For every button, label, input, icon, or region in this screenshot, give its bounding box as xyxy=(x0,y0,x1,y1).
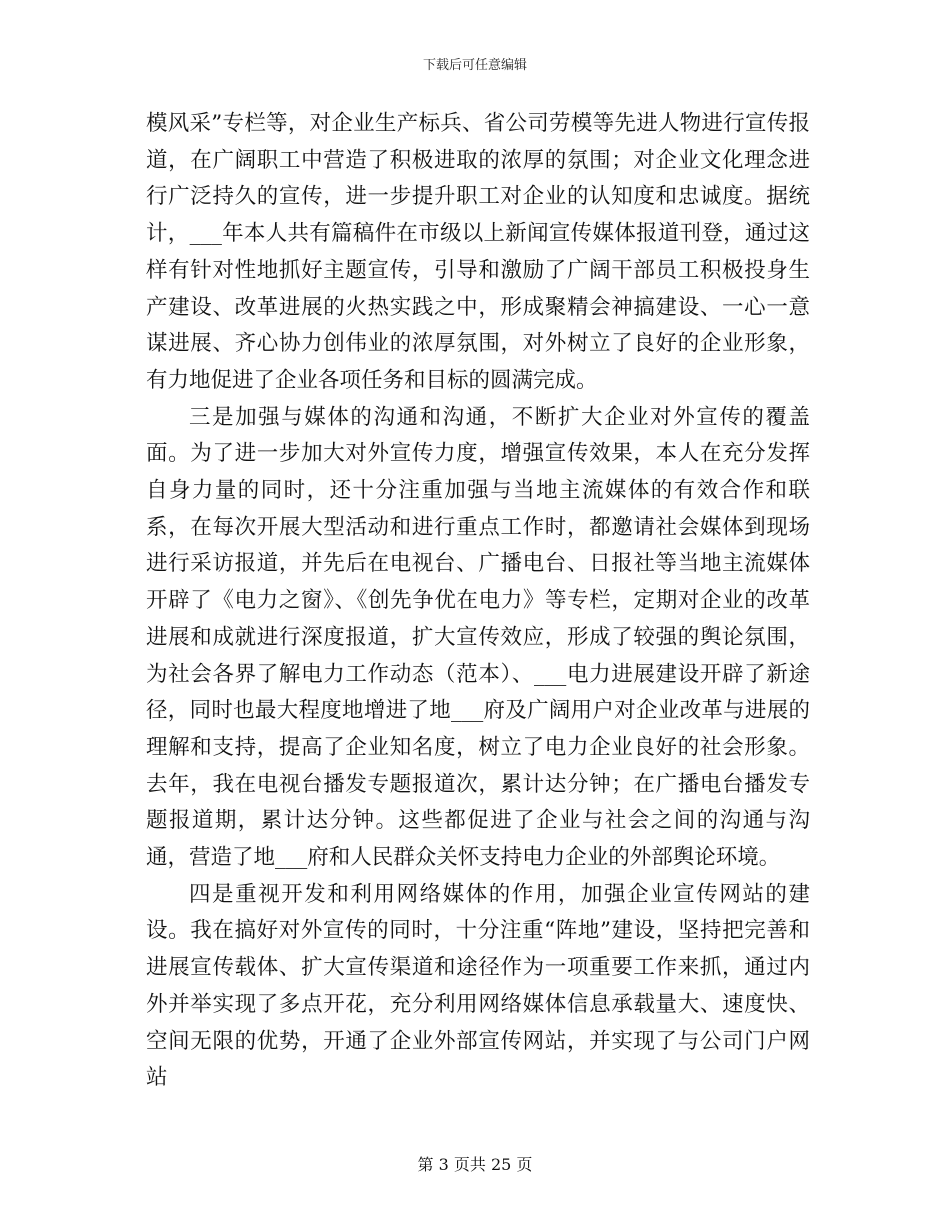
page-number: 第 3 页共 25 页 xyxy=(417,1155,533,1174)
paragraph-media-communication: 三是加强与媒体的沟通和沟通，不断扩大企业对外宣传的覆盖面。为了进一步加大对外宣传力度，增强宣传效果，本人在充分发挥自身力量的同时，还十分注重加强与当地主流媒体的有效合作和联系，在每次开展大型活动和进行重点工作时，都邀请社会媒体到现场进行采访报道，并先后在电视台、广播电台、日报社等当地主流媒体开辟了《电力之窗》、《创先争优在电力》等专栏，定期对企业的改革进展和成就进行深度报道，扩大宣传效应，形成了较强的舆论氛围，为社会各界了解电力工作动态（范本）、___电力进展建设开辟了新途径，同时也最大程度地增进了地___府及广阔用户对企业改革与进展的理解和支持，提高了企业知名度，树立了电力企业良好的社会形象。去年，我在电视台播发专题报道次，累计达分钟；在广播电台播发专题报道期，累计达分钟。这些都促进了企业与社会之间的沟通与沟通，营造了地___府和人民群众关怀支持电力企业的外部舆论环境。 xyxy=(146,404,810,871)
header-note: 下载后可任意编辑 xyxy=(422,58,527,73)
paragraph-continued: 模风采”专栏等，对企业生产标兵、省公司劳模等先进人物进行宣传报道，在广阔职工中营造了积极进取的浓厚的氛围；对企业文化理念进行广泛持久的宣传，进一步提升职工对企业的认知度和忠诚度。据统计，___年本人共有篇稿件在市级以上新闻宣传媒体报道刊登，通过这样有针对性地抓好主题宣传，引导和激励了广阔干部员工积极投身生产建设、改革进展的火热实践之中，形成聚精会神搞建设、一心一意谋进展、齐心协力创伟业的浓厚氛围，对外树立了良好的企业形象，有力地促进了企业各项任务和目标的圆满完成。 xyxy=(146,111,810,393)
document-body xyxy=(146,106,810,1097)
paragraph-network-media: 四是重视开发和利用网络媒体的作用，加强企业宣传网站的建设。我在搞好对外宣传的同时，十分注重“阵地”建设，坚持把完善和进展宣传载体、扩大宣传渠道和途径作为一项重要工作来抓，通过内外并举实现了多点开花，充分利用网络媒体信息承载量大、速度快、空间无限的优势，开通了企业外部宣传网站，并实现了与公司门户网站 xyxy=(146,881,810,1091)
